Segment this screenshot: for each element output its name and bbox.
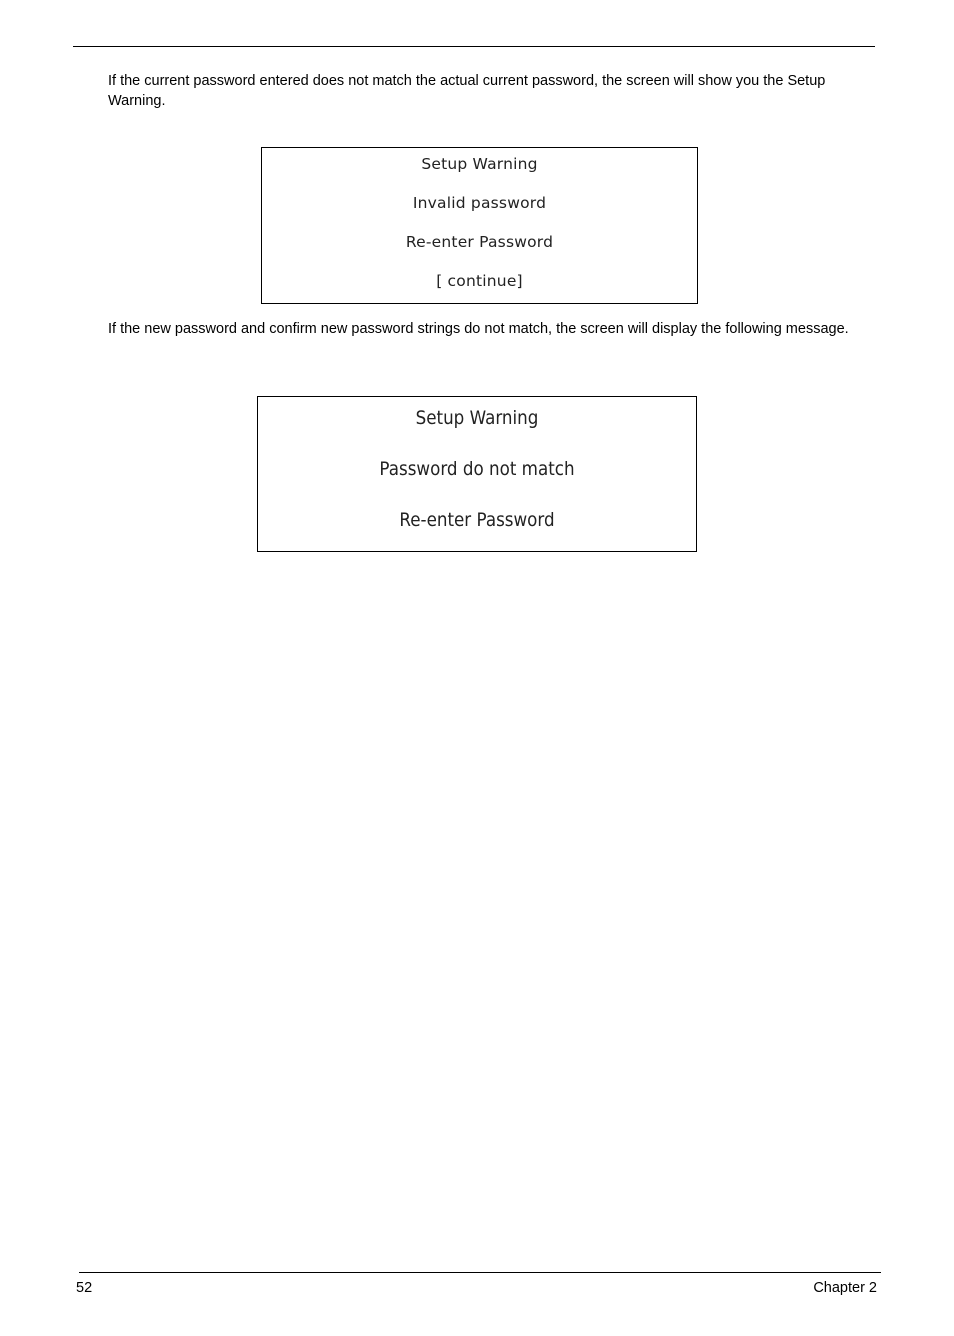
- invalid-password-dialog: [261, 147, 698, 304]
- dialog-title: Setup Warning: [415, 407, 539, 429]
- dialog-instruction: Re-enter Password: [399, 509, 555, 531]
- dialog-instruction: Re-enter Password: [405, 233, 554, 251]
- continue-button[interactable]: [ continue]: [436, 272, 523, 290]
- password-mismatch-dialog: [257, 396, 697, 552]
- page-number: 52: [76, 1280, 93, 1296]
- dialog-message: Password do not match: [379, 458, 575, 480]
- dialog-title: Setup Warning: [421, 155, 538, 173]
- dialog-message: Invalid password: [412, 194, 547, 212]
- header-rule: [73, 46, 875, 47]
- chapter-label: Chapter 2: [813, 1280, 877, 1296]
- mismatch-intro: If the new password and confirm new password strings do not match, the screen will display the following message.: [108, 321, 849, 337]
- invalid-password-intro: If the current password entered does not match the actual current password, the screen will show you the Setup Warning.: [108, 73, 826, 109]
- footer-rule: [79, 1272, 881, 1273]
